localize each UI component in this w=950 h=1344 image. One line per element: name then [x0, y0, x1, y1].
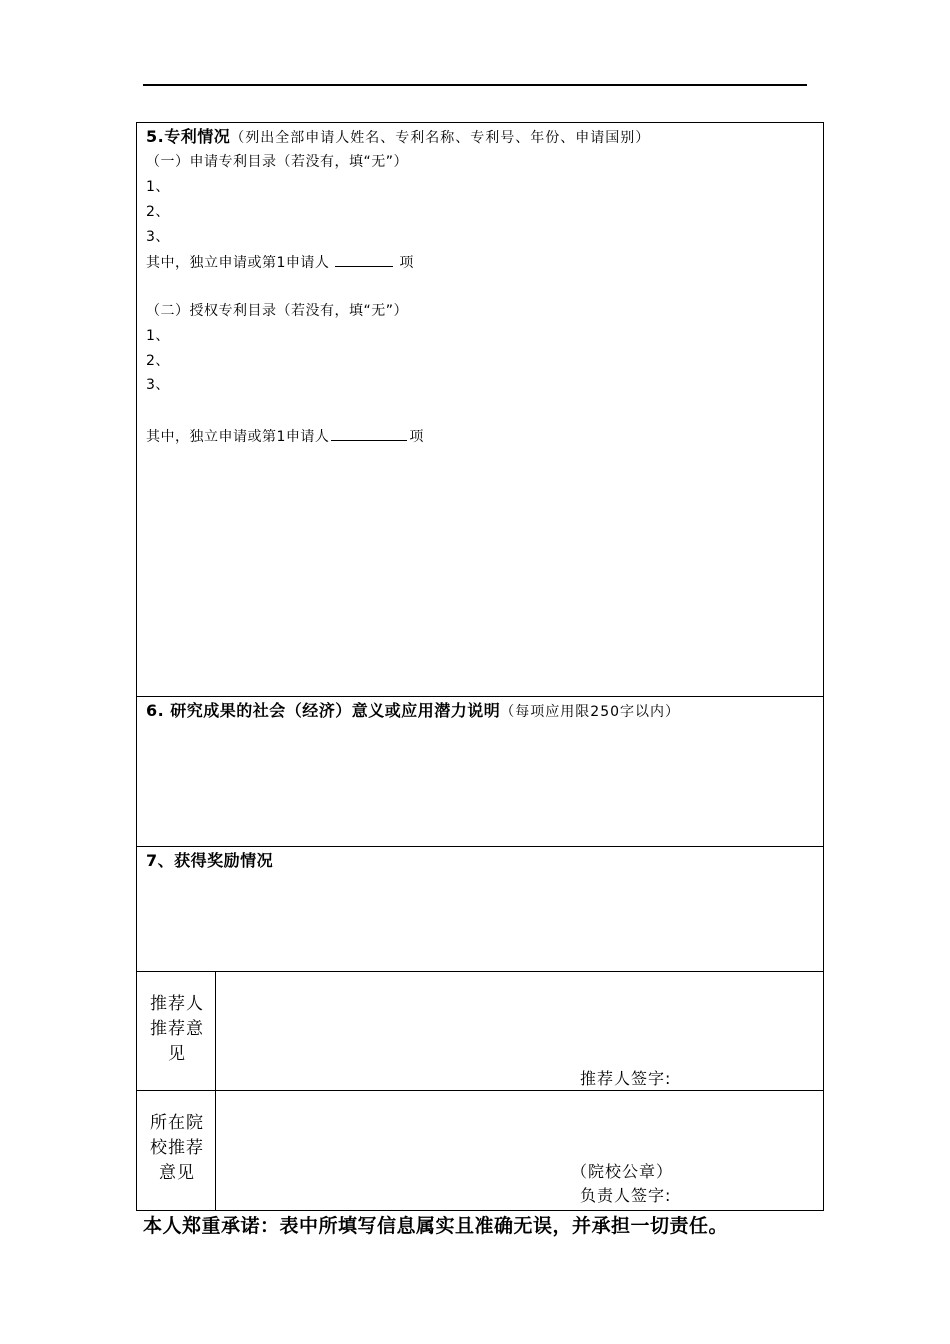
label-line: 意见	[159, 1163, 195, 1183]
institution-label	[143, 1111, 211, 1186]
label-line: 推荐人	[150, 994, 204, 1014]
grant-patent-heading: （二）授权专利目录（若没有，填“无”）	[146, 303, 409, 319]
grant-patent-item[interactable]: 3、	[146, 377, 170, 393]
label-line: 见	[168, 1044, 186, 1064]
form-table	[136, 122, 824, 1211]
apply-patent-item[interactable]: 1、	[146, 179, 170, 195]
label-line: 推荐意	[150, 1019, 204, 1039]
institution-seal: （院校公章）	[571, 1162, 674, 1181]
awards-section[interactable]	[136, 846, 824, 972]
significance-section[interactable]	[136, 696, 824, 847]
awards-heading	[146, 852, 273, 871]
pledge-statement: 本人郑重承诺：表中所填写信息属实且准确无误，并承担一切责任。	[143, 1215, 729, 1237]
apply-patent-heading: （一）申请专利目录（若没有，填“无”）	[146, 154, 409, 170]
recommender-opinion-row	[136, 971, 824, 1091]
patent-section-title: 5.专利情况	[146, 127, 231, 146]
label-line: 校推荐	[150, 1138, 204, 1158]
apply-patent-item[interactable]: 3、	[146, 229, 170, 245]
apply-count-suffix: 项	[399, 255, 414, 271]
grant-patent-item[interactable]: 1、	[146, 328, 170, 344]
label-line: 所在院	[150, 1113, 204, 1133]
patent-section	[136, 122, 824, 697]
significance-note: （每项应用限250字以内）	[500, 704, 681, 720]
apply-patent-item[interactable]: 2、	[146, 204, 170, 220]
grant-count-prefix: 其中，独立申请或第1申请人	[146, 429, 330, 445]
grant-count-suffix: 项	[409, 429, 424, 445]
institution-signature[interactable]: 负责人签字:	[580, 1186, 672, 1205]
patent-section-note: （列出全部申请人姓名、专利名称、专利号、年份、申请国别）	[230, 130, 651, 146]
grant-count-line	[146, 426, 424, 446]
header-rule	[143, 84, 807, 86]
apply-count-field[interactable]	[335, 252, 393, 267]
recommender-signature[interactable]: 推荐人签字:	[580, 1069, 672, 1088]
institution-label-cell	[137, 1091, 216, 1210]
grant-patent-item[interactable]: 2、	[146, 353, 170, 369]
apply-count-prefix: 其中，独立申请或第1申请人	[146, 255, 330, 271]
recommender-label-cell	[137, 972, 216, 1090]
significance-title: 6. 研究成果的社会（经济）意义或应用潜力说明	[146, 701, 501, 720]
institution-opinion-row	[136, 1090, 824, 1211]
grant-count-field[interactable]	[331, 426, 407, 441]
apply-count-line	[146, 252, 414, 272]
patent-section-heading	[146, 128, 650, 147]
awards-title: 7、获得奖励情况	[146, 851, 274, 870]
recommender-label	[143, 992, 211, 1067]
significance-heading	[146, 702, 680, 721]
